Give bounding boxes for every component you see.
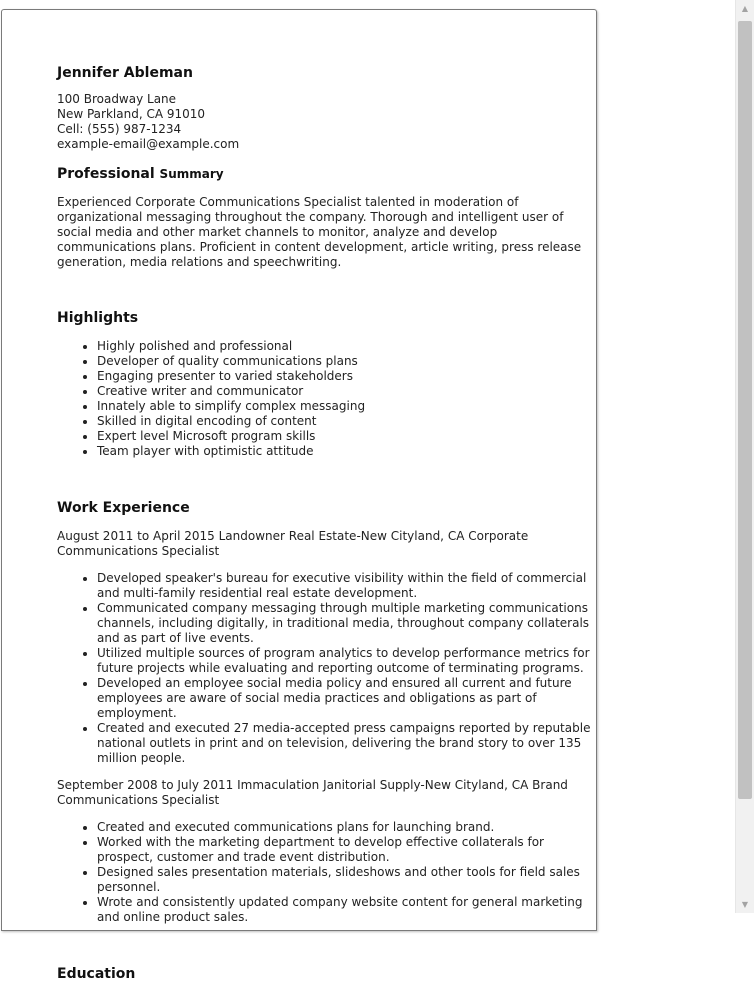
job-bullets — [57, 820, 592, 925]
highlights-list — [57, 339, 592, 459]
list-item: • Skilled in digital encoding of content — [97, 414, 592, 429]
list-item: • Team player with optimistic attitude — [97, 444, 592, 459]
list-item: • Developed speaker's bureau for executive visibility within the field of commercial and multi-family residential real estate development. — [97, 571, 592, 601]
vertical-scrollbar[interactable] — [735, 0, 754, 913]
list-item: • Innately able to simplify complex messaging — [97, 399, 592, 414]
resume-content — [57, 64, 592, 983]
list-item: • Worked with the marketing department to develop effective collaterals for prospect, customer and trade event distribution. — [97, 835, 592, 865]
job-header: September 2008 to July 2011 Immaculation Janitorial Supply-New Cityland, CA Brand Communications Specialist — [57, 778, 568, 807]
address-line: 100 Broadway Lane — [57, 92, 177, 106]
scrollbar-thumb[interactable] — [738, 21, 752, 799]
contact-block — [57, 92, 592, 152]
scroll-down-icon[interactable]: ▼ — [741, 900, 749, 909]
summary-heading-main: Professional — [57, 166, 155, 182]
candidate-name: Jennifer Ableman — [57, 65, 193, 81]
list-item: • Expert level Microsoft program skills — [97, 429, 592, 444]
list-item: • Created and executed 27 media-accepted press campaigns reported by reputable national outlets in print and on television, delivering the brand story to over 135 million people. — [97, 721, 592, 766]
work-heading: Work Experience — [57, 500, 190, 516]
list-item: • Developer of quality communications plans — [97, 354, 592, 369]
job-header: August 2011 to April 2015 Landowner Real Estate-New Cityland, CA Corporate Communications Specialist — [57, 529, 529, 558]
list-item: • Utilized multiple sources of program analytics to develop performance metrics for future projects while evaluating and reporting outcome of terminating programs. — [97, 646, 592, 676]
list-item: • Highly polished and professional — [97, 339, 592, 354]
summary-heading — [57, 165, 592, 183]
list-item: • Wrote and consistently updated company website content for general marketing and online product sales. — [97, 895, 592, 925]
list-item: • Created and executed communications plans for launching brand. — [97, 820, 592, 835]
highlights-heading: Highlights — [57, 310, 139, 326]
scroll-up-icon[interactable]: ▲ — [741, 4, 749, 13]
list-item: • Communicated company messaging through multiple marketing communications channels, including digitally, in traditional media, throughout company collaterals and as part of live events. — [97, 601, 592, 646]
list-item: • Engaging presenter to varied stakeholders — [97, 369, 592, 384]
phone-line: Cell: (555) 987-1234 — [57, 122, 182, 136]
summary-text: Experienced Corporate Communications Specialist talented in moderation of organizational messaging throughout the company. Thorough and intelligent user of social media and other market channels to monitor, analyze and develop communications plans. Proficient in content development, article writing, press release generation, media relations and speechwriting. — [57, 195, 582, 269]
list-item: • Developed an employee social media policy and ensured all current and future employees are aware of social media practices and obligations as part of employment. — [97, 676, 592, 721]
email-line: example-email@example.com — [57, 137, 240, 151]
education-heading: Education — [57, 966, 136, 982]
job-bullets — [57, 571, 592, 766]
city-line: New Parkland, CA 91010 — [57, 107, 206, 121]
resume-page — [1, 9, 597, 982]
list-item: • Creative writer and communicator — [97, 384, 592, 399]
list-item: • Designed sales presentation materials, slideshows and other tools for field sales personnel. — [97, 865, 592, 895]
summary-heading-small: Summary — [159, 167, 224, 181]
